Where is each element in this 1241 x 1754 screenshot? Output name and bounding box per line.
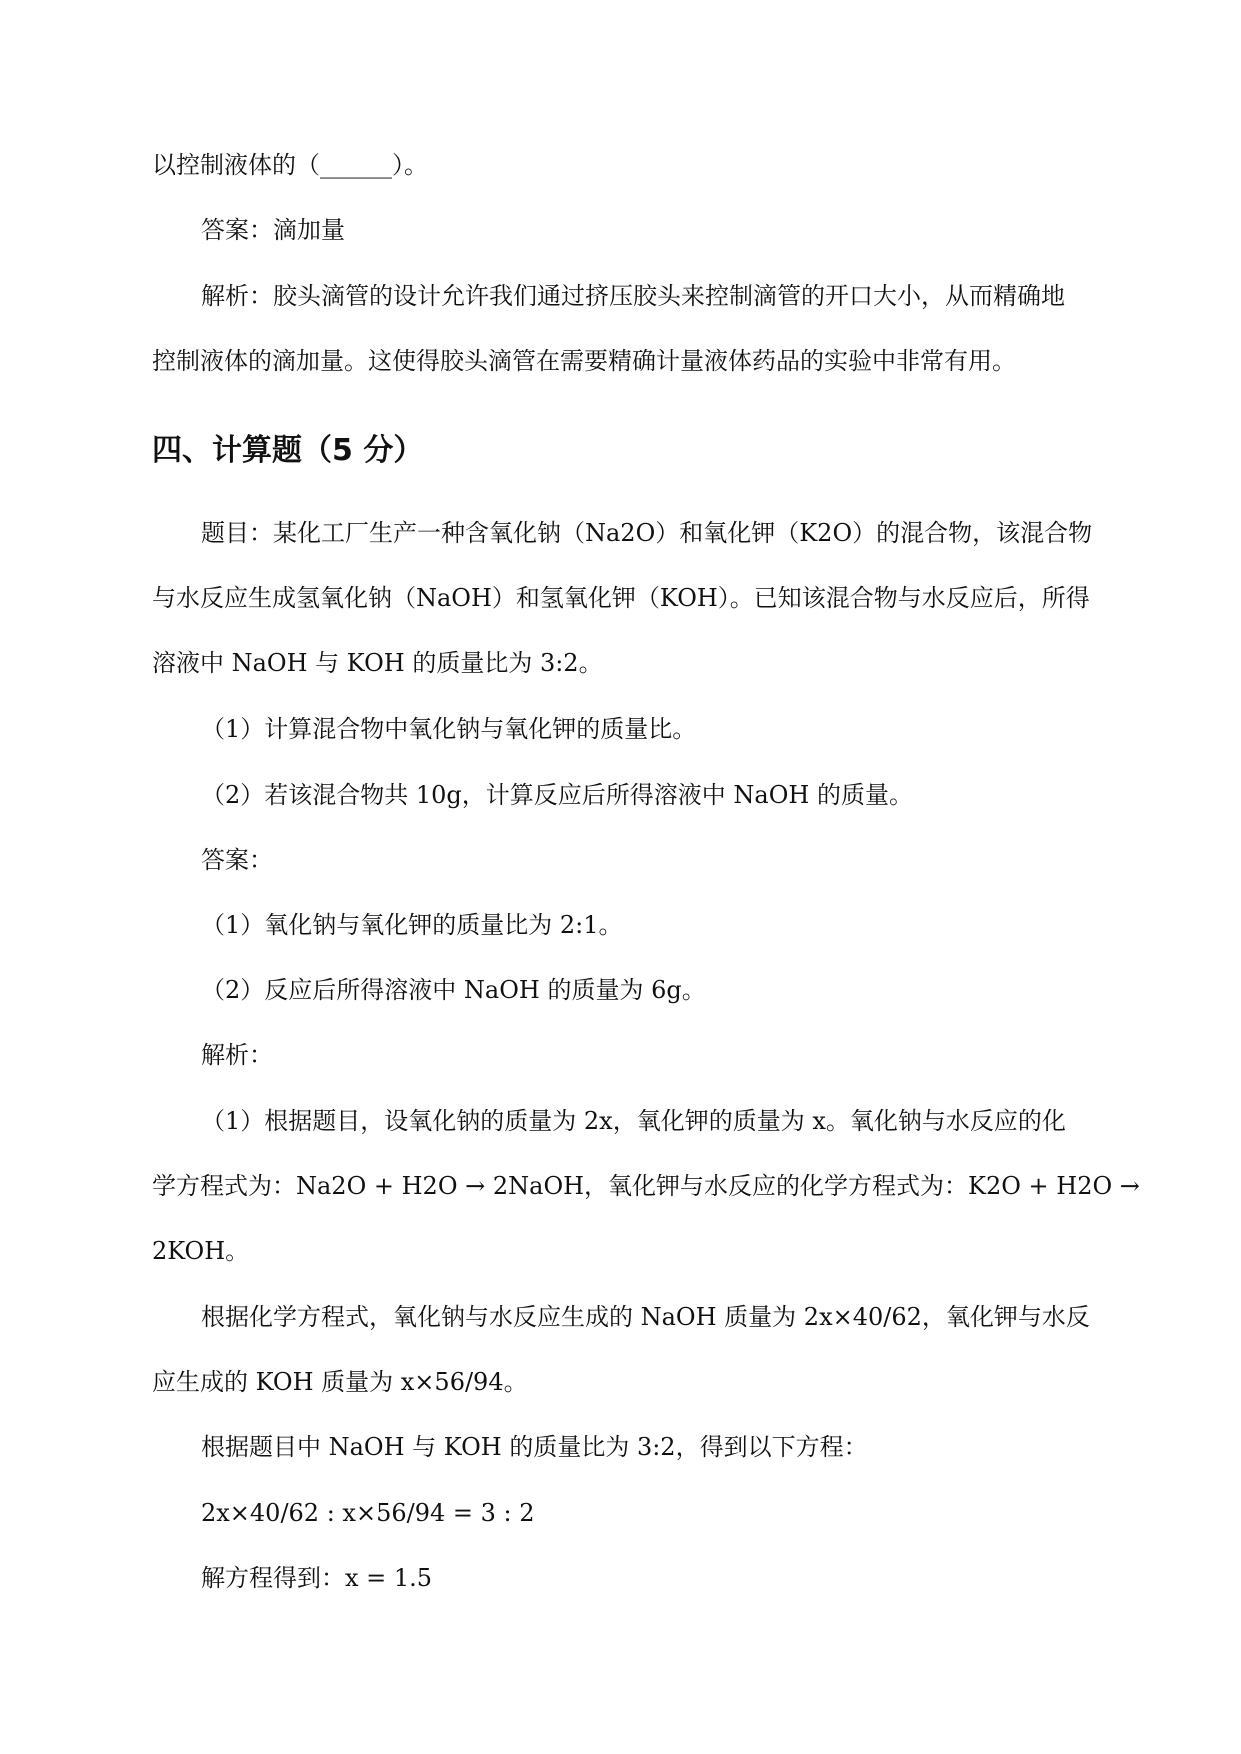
answer-line: 答案：滴加量 xyxy=(201,216,345,244)
question-continuation: 以控制液体的（______）。 xyxy=(152,151,428,179)
problem-line-2: 与水反应生成氢氧化钠（NaOH）和氢氧化钾（KOH）。已知该混合物与水反应后，所得 xyxy=(152,584,1090,612)
analysis-step-1-line-3: 2KOH。 xyxy=(152,1237,250,1265)
analysis-step-1-line-1: （1）根据题目，设氧化钠的质量为 2x，氧化钾的质量为 x。氧化钠与水反应的化 xyxy=(201,1107,1066,1135)
solution: 解方程得到：x = 1.5 xyxy=(201,1564,433,1592)
sub-question-1: （1）计算混合物中氧化钠与氧化钾的质量比。 xyxy=(201,715,697,743)
analysis-step-2-line-1: 根据化学方程式，氧化钠与水反应生成的 NaOH 质量为 2x×40/62，氧化钾与水反 xyxy=(201,1303,1090,1331)
analysis-step-2-line-2: 应生成的 KOH 质量为 x×56/94。 xyxy=(152,1368,528,1396)
analysis-line-2: 控制液体的滴加量。这使得胶头滴管在需要精确计量液体药品的实验中非常有用。 xyxy=(152,347,1016,375)
answer-2: （2）反应后所得溶液中 NaOH 的质量为 6g。 xyxy=(201,976,706,1004)
analysis-label: 解析： xyxy=(201,1041,273,1069)
answer-label: 答案： xyxy=(201,846,273,874)
analysis-step-1-line-2: 学方程式为：Na2O + H2O → 2NaOH，氧化钾与水反应的化学方程式为：K2O + H2O → xyxy=(152,1172,1140,1200)
equation: 2x×40/62 : x×56/94 = 3 : 2 xyxy=(201,1499,535,1527)
problem-line-1: 题目：某化工厂生产一种含氧化钠（Na2O）和氧化钾（K2O）的混合物，该混合物 xyxy=(201,519,1093,547)
analysis-step-3: 根据题目中 NaOH 与 KOH 的质量比为 3:2，得到以下方程： xyxy=(201,1433,868,1461)
analysis-line-1: 解析：胶头滴管的设计允许我们通过挤压胶头来控制滴管的开口大小，从而精确地 xyxy=(201,282,1065,310)
sub-question-2: （2）若该混合物共 10g，计算反应后所得溶液中 NaOH 的质量。 xyxy=(201,781,913,809)
answer-1: （1）氧化钠与氧化钾的质量比为 2:1。 xyxy=(201,911,623,939)
section-heading: 四、计算题（5 分） xyxy=(152,433,424,468)
problem-line-3: 溶液中 NaOH 与 KOH 的质量比为 3:2。 xyxy=(152,649,603,677)
